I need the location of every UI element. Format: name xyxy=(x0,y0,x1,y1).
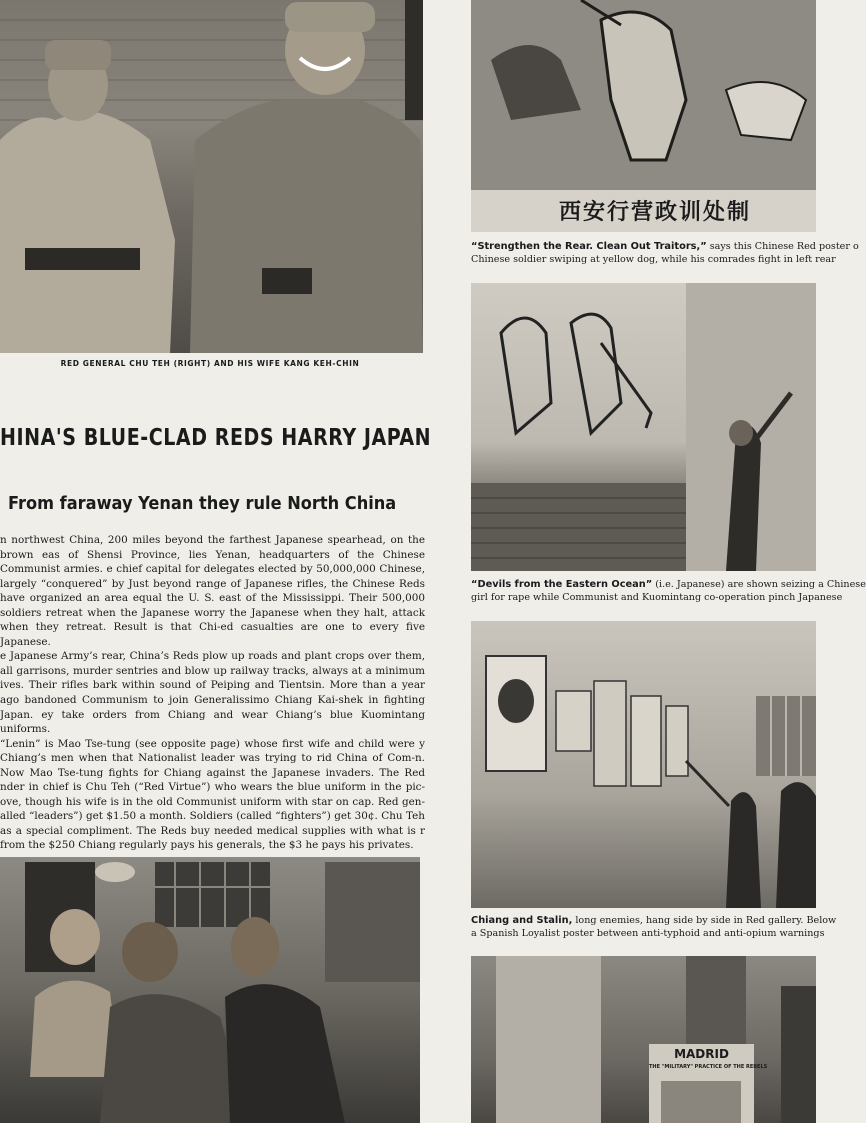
photo-spanish-loyalist-poster xyxy=(471,956,816,1123)
caption-poster-2 xyxy=(471,578,866,604)
article-paragraph: e Japanese Army’s rear, China’s Reds plow up roads and plant crops over them, all garrisons, murder sentries and blow up railway tracks, always at a minimum ives. Their rifles bark within sound of Peiping and Tientsin. More than a year ago bandoned Communism to join Generalissimo Chiang Kai-shek in fighting Japan. ey take orders from Chiang and wear Chiang’s blue Kuomintang uniforms. xyxy=(0,650,425,736)
caption-text: long enemies, hang side by side in Red gallery. Below xyxy=(572,915,837,926)
caption-text: girl for rape while Communist and Kuomintang co-operation pinch Japanese xyxy=(471,592,843,603)
caption-text: Chinese soldier swiping at yellow dog, while his comrades fight in left rear xyxy=(471,254,836,265)
photo-chu-teh-and-wife xyxy=(0,0,423,353)
photo-red-gallery xyxy=(471,621,816,908)
caption-lead: “Strengthen the Rear. Clean Out Traitors,” xyxy=(471,241,707,252)
photo-caption-top: RED GENERAL CHU TEH (RIGHT) AND HIS WIFE KANG KEH-CHIN xyxy=(60,359,360,368)
caption-lead: Chiang and Stalin, xyxy=(471,915,573,926)
article-paragraph: “Lenin” is Mao Tse-tung (see opposite page) whose first wife and child were y Chiang’s men when that Nationalist leader was trying to rid China of Com-n. Now Mao Tse-tung fights for Chiang against the Japanese invaders. The Red nder in chief is Chu Teh (“Red Virtue”) who wears the blue uniform in the pic-ove, though his wife is in the old Communist uniform with star on cap. Red gen-alled “leaders”) get $1.50 a month. Soldiers (called “fighters”) get 30¢. Chu Teh as a special compliment. The Reds buy needed medical supplies with what is r from the $250 Chiang regularly pays his generals, the $3 he pays his privates. xyxy=(0,737,425,852)
caption-lead: “Devils from the Eastern Ocean” xyxy=(471,579,653,590)
photo-devils-wall-painting xyxy=(471,283,816,571)
headline: HINA'S BLUE-CLAD REDS HARRY JAPAN xyxy=(0,425,432,452)
photo-poster-strengthen-rear xyxy=(471,0,816,232)
caption-poster-1 xyxy=(471,240,859,266)
caption-text: a Spanish Loyalist poster between anti-typhoid and anti-opium warnings xyxy=(471,928,825,939)
caption-text: (i.e. Japanese) are shown seizing a Chinese xyxy=(652,579,866,590)
article-body xyxy=(0,533,425,853)
article-paragraph: n northwest China, 200 miles beyond the farthest Japanese spearhead, on the brown eas of Shensi Province, lies Yenan, headquarters of the Chinese Communist armies. e chief capital for delegates elected by 50,000,000 Chinese, largely “conquered” by Just beyond range of Japanese rifles, the Chinese Reds have organized an area equal the U. S. east of the Mississippi. Their 500,000 soldiers retreat when the Japanese worry the Japanese when they halt, attack when they retreat. Result is that Chi-ed casualties are one to every five Japanese. xyxy=(0,534,425,648)
subheadline: From faraway Yenan they rule North China xyxy=(8,492,397,514)
caption-text: says this Chinese Red poster o xyxy=(706,241,859,252)
poster-madrid-subtitle: THE "MILITARY" PRACTICE OF THE REBELS xyxy=(649,1064,768,1070)
poster-chinese-text: 西安行营政训处制 xyxy=(559,200,752,225)
caption-poster-3 xyxy=(471,914,837,940)
photo-women-reading xyxy=(0,857,420,1123)
poster-madrid-title: MADRID xyxy=(674,1047,729,1061)
